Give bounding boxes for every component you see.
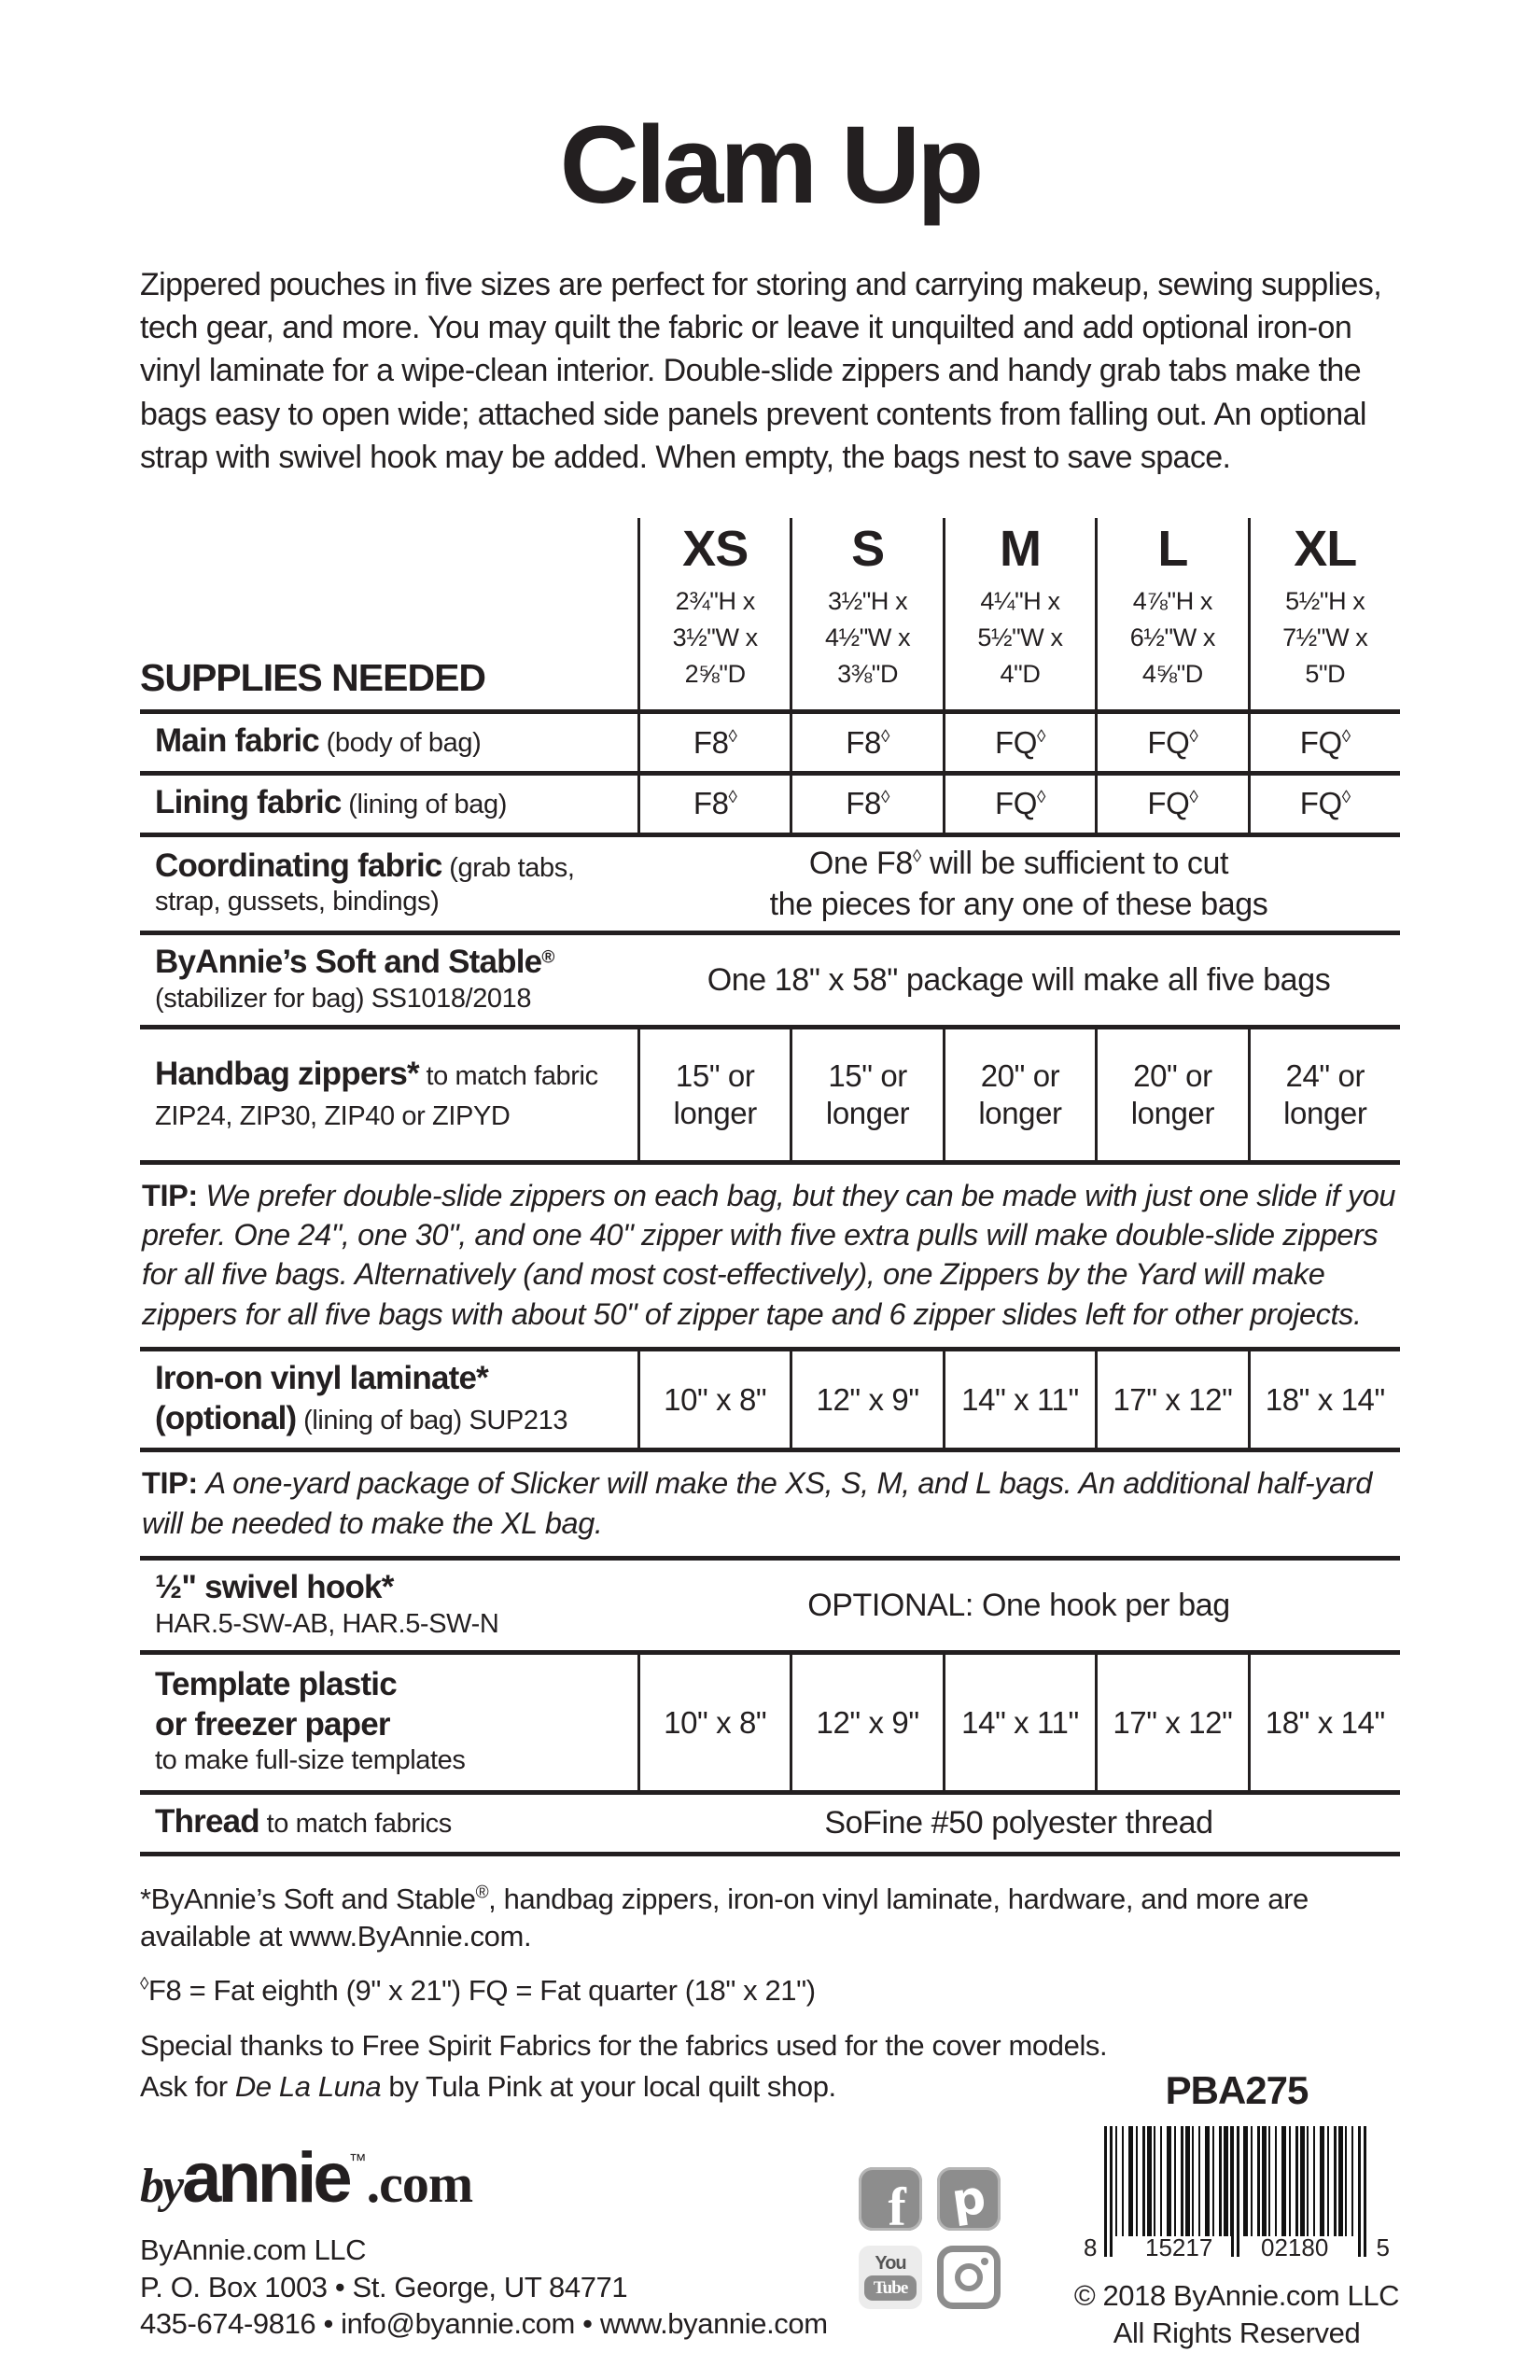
- merged-value: One F8◊ will be sufficient to cut the pieces for any one of these bags: [769, 845, 1268, 922]
- size-dimensions: 3½"H x 4½"W x 3⅜"D: [824, 586, 911, 688]
- merged-value: SoFine #50 polyester thread: [824, 1805, 1213, 1841]
- cell-l: 17" x 12": [1095, 1655, 1247, 1790]
- product-code: PBA275: [1165, 2068, 1309, 2113]
- size-dimensions: 5½"H x 7½"W x 5"D: [1282, 586, 1368, 688]
- size-label: S: [851, 521, 885, 578]
- supplies-table: [140, 518, 1400, 1855]
- social-icons: [859, 2167, 1001, 2309]
- supplies-heading: SUPPLIES NEEDED: [140, 656, 486, 700]
- table-header: [140, 518, 1400, 709]
- size-col-xs: [637, 518, 790, 709]
- cell-xs: 10" x 8": [637, 1351, 790, 1448]
- youtube-icon: You Tube: [859, 2246, 922, 2309]
- cell-xl: FQ◊: [1248, 714, 1400, 771]
- fat-cut-symbol: ◊: [728, 788, 737, 808]
- intro-paragraph: Zippered pouches in five sizes are perfect for storing and carrying makeup, sewing supplies, tech gear, and more. You may quilt the fabric or leave it unquilted and add optional iron-on vinyl laminate for a wipe-clean interior. Double-slide zippers and handy grab tabs make the bags easy to open wide; attached side panels prevent contents from falling out. An optional strap with swivel hook may be added. When empty, the bags nest to save space.: [140, 267, 1382, 475]
- size-col-m: [943, 518, 1095, 709]
- barcode-digits: 15217: [1145, 2233, 1213, 2262]
- registered-mark: ®: [541, 947, 554, 968]
- cell-m: 20" or longer: [943, 1029, 1095, 1160]
- row-label: Iron-on vinyl laminate* (optional) (lining of bag) SUP213: [155, 1359, 568, 1436]
- cell-l: 20" or longer: [1095, 1029, 1247, 1160]
- cell-m: 14" x 11": [943, 1351, 1095, 1448]
- size-dimensions: 4¼"H x 5½"W x 4"D: [977, 586, 1063, 688]
- cell-xs: F8◊: [637, 714, 790, 771]
- cell-xl: 18" x 14": [1248, 1351, 1400, 1448]
- cell-s: 12" x 9": [790, 1351, 942, 1448]
- fat-cut-symbol: ◊: [912, 847, 921, 867]
- row-label: Main fabric (body of bag): [155, 722, 482, 760]
- cell-s: F8◊: [790, 714, 942, 771]
- cell-xl: 18" x 14": [1248, 1655, 1400, 1790]
- size-dimensions: 4⅞"H x 6½"W x 4⅝"D: [1129, 586, 1215, 688]
- company-address: P. O. Box 1003 • St. George, UT 84771: [140, 2270, 628, 2303]
- row-label: Lining fabric (lining of bag): [155, 783, 507, 820]
- fat-cut-symbol: ◊: [1037, 726, 1045, 747]
- row-label: Thread to match fabrics: [155, 1802, 452, 1840]
- registered-mark: ®: [475, 1883, 489, 1903]
- size-col-xl: [1248, 518, 1400, 709]
- cell-l: FQ◊: [1095, 714, 1247, 771]
- footnote-ask: Ask for De La Luna by Tula Pink at your local quilt shop.: [140, 2069, 836, 2103]
- size-label: M: [1000, 521, 1041, 578]
- row-label: Template plastic or freezer paper to make full-size templates: [155, 1666, 466, 1776]
- cell-m: 14" x 11": [943, 1655, 1095, 1790]
- merged-value: One 18" x 58" package will make all five bags: [707, 961, 1331, 998]
- cell-s: F8◊: [790, 776, 942, 833]
- size-label: XL: [1294, 521, 1357, 578]
- company-name: ByAnnie.com LLC: [140, 2233, 367, 2267]
- cell-xs: 15" or longer: [637, 1029, 790, 1160]
- copyright: © 2018 ByAnnie.com LLC All Rights Reserved: [1073, 2279, 1400, 2350]
- cell-l: 17" x 12": [1095, 1351, 1247, 1448]
- fat-cut-symbol: ◊: [880, 788, 889, 808]
- row-label: ½" swivel hook* HAR.5-SW-AB, HAR.5-SW-N: [155, 1568, 499, 1639]
- footnote-fat-sizes: ◊F8 = Fat eighth (9" x 21") FQ = Fat quarter (18" x 21"): [140, 1974, 816, 2008]
- fat-cut-symbol: ◊: [728, 726, 737, 747]
- fat-cut-symbol: ◊: [1037, 788, 1045, 808]
- size-dimensions: 2¾"H x 3½"W x 2⅝"D: [672, 586, 758, 688]
- pinterest-icon: p: [937, 2167, 1001, 2231]
- size-col-s: [790, 518, 942, 709]
- cell-xl: 24" or longer: [1248, 1029, 1400, 1160]
- cell-l: FQ◊: [1095, 776, 1247, 833]
- row-swivel-hook: [140, 1556, 1400, 1650]
- fat-cut-symbol: ◊: [1189, 726, 1198, 747]
- cell-s: 15" or longer: [790, 1029, 942, 1160]
- trademark-symbol: ™: [348, 2151, 367, 2172]
- row-main-fabric: [140, 709, 1400, 771]
- row-iron-on-vinyl: [140, 1347, 1400, 1448]
- cell-m: FQ◊: [943, 714, 1095, 771]
- publisher-block: [140, 2137, 828, 2343]
- row-handbag-zippers: [140, 1025, 1400, 1160]
- fat-cut-symbol: ◊: [1341, 726, 1351, 747]
- barcode-digit: 8: [1084, 2233, 1098, 2262]
- row-lining-fabric: [140, 771, 1400, 833]
- merged-value: OPTIONAL: One hook per bag: [807, 1587, 1230, 1623]
- row-label: Handbag zippers* to match fabric ZIP24, ZIP30, ZIP40 or ZIPYD: [155, 1055, 598, 1131]
- cell-m: FQ◊: [943, 776, 1095, 833]
- product-id-block: [1073, 2068, 1400, 2353]
- tip-slicker: TIP: A one-yard package of Slicker will make the XS, S, M, and L bags. An additional half-yard will be needed to make the XL bag.: [140, 1448, 1400, 1556]
- footnote-thanks: Special thanks to Free Spirit Fabrics for the fabrics used for the cover models.: [140, 2028, 1108, 2062]
- row-soft-and-stable: [140, 931, 1400, 1025]
- barcode-digit: 5: [1376, 2233, 1390, 2262]
- barcode: [1084, 2126, 1390, 2268]
- page-title: Clam Up: [559, 104, 981, 227]
- byannie-logo: byannie™.com: [140, 2138, 473, 2219]
- company-contact: 435-674-9816 • info@byannie.com • www.byannie.com: [140, 2307, 828, 2341]
- cell-xs: 10" x 8": [637, 1655, 790, 1790]
- fat-cut-symbol: ◊: [140, 1974, 148, 1995]
- fat-cut-symbol: ◊: [880, 726, 889, 747]
- tip-zippers: TIP: We prefer double-slide zippers on each bag, but they can be made with just one slide if you prefer. One 24", one 30", and one 40" zipper with five extra pulls will make double-slide zippers for all five bags. Alternatively (and most cost-effectively), one Zippers by the Yard will make zippers for all five bags with about 50" of zipper tape and 6 zipper slides left for other projects.: [140, 1160, 1400, 1347]
- facebook-icon: f: [859, 2167, 922, 2231]
- size-label: XS: [682, 521, 749, 578]
- size-label: L: [1157, 521, 1188, 578]
- barcode-digits: 02180: [1261, 2233, 1329, 2262]
- instagram-icon: [937, 2246, 1001, 2309]
- fat-cut-symbol: ◊: [1341, 788, 1351, 808]
- row-template-plastic: [140, 1650, 1400, 1790]
- row-label: ByAnnie’s Soft and Stable® (stabilizer for bag) SS1018/2018: [155, 943, 554, 1014]
- footnote-availability: *ByAnnie’s Soft and Stable®, handbag zippers, iron-on vinyl laminate, hardware, and more are available at www.ByAnnie.com.: [140, 1882, 1309, 1953]
- row-label: Coordinating fabric (grab tabs, strap, gussets, bindings): [155, 847, 575, 917]
- size-col-l: [1095, 518, 1247, 709]
- cell-s: 12" x 9": [790, 1655, 942, 1790]
- cell-xl: FQ◊: [1248, 776, 1400, 833]
- row-coordinating-fabric: [140, 833, 1400, 931]
- fat-cut-symbol: ◊: [1189, 788, 1198, 808]
- row-thread: [140, 1790, 1400, 1852]
- cell-xs: F8◊: [637, 776, 790, 833]
